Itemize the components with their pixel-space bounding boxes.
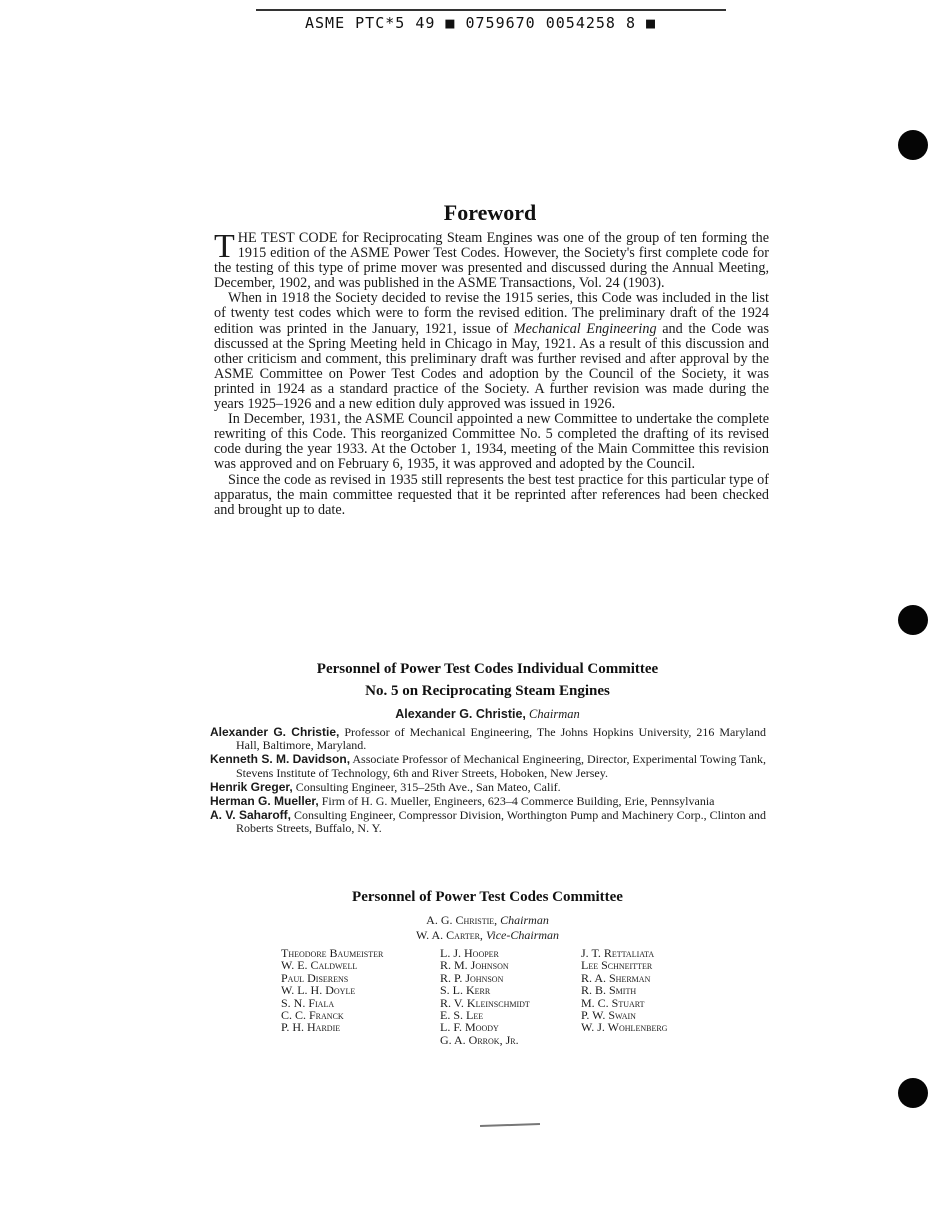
roster-name: R. M. Johnson (440, 958, 509, 973)
roster-name: J. T. Rettaliata (581, 946, 655, 960)
document-id-header: ASME PTC*5 49 ■ 0759670 0054258 8 ■ (305, 14, 657, 32)
foreword-paragraph-3: In December, 1931, the ASME Council appointed a new Committee to undertake the complete rewriting of this Code. This reorganized Committee No. 5 completed the drafting of its revised code during the year 1933. At the October 1, 1934, meeting of the Main Committee this revision was approved and on February 6, 1935, it was approved and adopted by the Council. (214, 411, 769, 473)
main-committee-vice-chairman: W. A. Carter, Vice-Chairman (415, 928, 560, 942)
scan-top-rule (256, 9, 726, 11)
roster-name: W. J. Wohlenberg (581, 1020, 668, 1035)
roster-column-3 (581, 947, 667, 1034)
member-entry: Kenneth S. M. Davidson, Associate Professor of Mechanical Engineering, Director, Experimental Towing Tank, Stevens Institute of Technology, 6th and River Streets, Hoboken, New Jersey. (210, 752, 767, 780)
roster-column-1 (281, 947, 383, 1034)
member-entry: Herman G. Mueller, Firm of H. G. Mueller, Engineers, 623–4 Commerce Building, Erie, Pennsylvania (210, 794, 715, 809)
roster-name: C. C. Franck (281, 1008, 344, 1023)
roster-column-2 (440, 947, 530, 1046)
roster-name: W. E. Caldwell (281, 958, 358, 973)
roster-name: G. A. Orrok, Jr. (440, 1032, 519, 1047)
foreword-paragraph-1: THE TEST CODE for Reciprocating Steam Engines was one of the group of ten forming the 1915 edition of the ASME Power Test Codes. However, the Society's first complete code for the testing of this type of prime mover was presented and discussed during the Annual Meeting, December, 1902, and was published in the ASME Transactions, Vol. 24 (1903). (214, 228, 769, 292)
roster-name: P. W. Swain (581, 1008, 636, 1023)
punch-hole-bottom (898, 1078, 928, 1108)
journal-title: Mechanical Engineering (513, 320, 657, 337)
roster-name: W. L. H. Doyle (281, 983, 356, 998)
foreword-body (214, 228, 769, 518)
individual-committee-members (210, 726, 766, 837)
roster-name: R. B. Smith (581, 983, 637, 998)
main-committee-chairman: A. G. Christie, Chairman (426, 913, 549, 927)
roster-name: Lee Schneitter (581, 958, 653, 973)
roster-name: R. A. Sherman (581, 970, 651, 985)
main-committee-title: Personnel of Power Test Codes Committee (352, 889, 623, 905)
roster-name: M. C. Stuart (581, 995, 645, 1010)
roster-name: R. P. Johnson (440, 970, 504, 985)
drop-cap: T (214, 228, 235, 265)
member-entry: Henrik Greger, Consulting Engineer, 315–25th Ave., San Mateo, Calif. (210, 779, 561, 794)
roster-name: S. L. Kerr (440, 983, 491, 998)
roster-name: S. N. Fiala (281, 995, 335, 1010)
scan-mark (480, 1123, 540, 1127)
roster-name: Theodore Baumeister (281, 946, 384, 960)
individual-committee-chairman: Alexander G. Christie, Chairman (395, 707, 580, 721)
member-entry: A. V. Saharoff, Consulting Engineer, Compressor Division, Worthington Pump and Machinery Corp., Clinton and Roberts Streets, Buffalo, N. Y. (210, 808, 767, 836)
punch-hole-middle (898, 605, 928, 635)
foreword-title: Foreword (443, 200, 537, 225)
roster-name: E. S. Lee (440, 1008, 484, 1023)
roster-name: L. J. Hooper (440, 946, 499, 960)
punch-hole-top (898, 130, 928, 160)
roster-name: R. V. Kleinschmidt (440, 995, 530, 1010)
foreword-paragraph-4: Since the code as revised in 1935 still represents the best test practice for this particular type of apparatus, the main committee requested that it be reprinted after references had been checked and brought up to date. (214, 471, 769, 518)
individual-committee-title: Personnel of Power Test Codes Individual Committee No. 5 on Reciprocating Steam Engines (316, 661, 659, 699)
roster-name: P. H. Hardie (281, 1020, 341, 1035)
roster-name: L. F. Moody (440, 1020, 499, 1035)
foreword-paragraph-2: When in 1918 the Society decided to revise the 1915 series, this Code was included in the list of twenty test codes which were to form the revised edition. The preliminary draft of the 1924 edition was printed in the January, 1921, issue of Mechanical Engineering and the Code was discussed at the Spring Meeting held in Chicago in May, 1921. As a result of this discussion and other criticism and comment, this preliminary draft was further revised and after approval by the ASME Committee on Power Test Codes and adoption by the Council of the Society, it was printed in 1924 as a standard practice of the Society. A further revision was made during the years 1925–1926 and a new edition duly approved was issued in 1926. (214, 290, 769, 413)
member-entry: Alexander G. Christie, Professor of Mechanical Engineering, The Johns Hopkins University, 216 Maryland Hall, Baltimore, Maryland. (210, 725, 767, 753)
roster-name: Paul Diserens (281, 970, 349, 985)
